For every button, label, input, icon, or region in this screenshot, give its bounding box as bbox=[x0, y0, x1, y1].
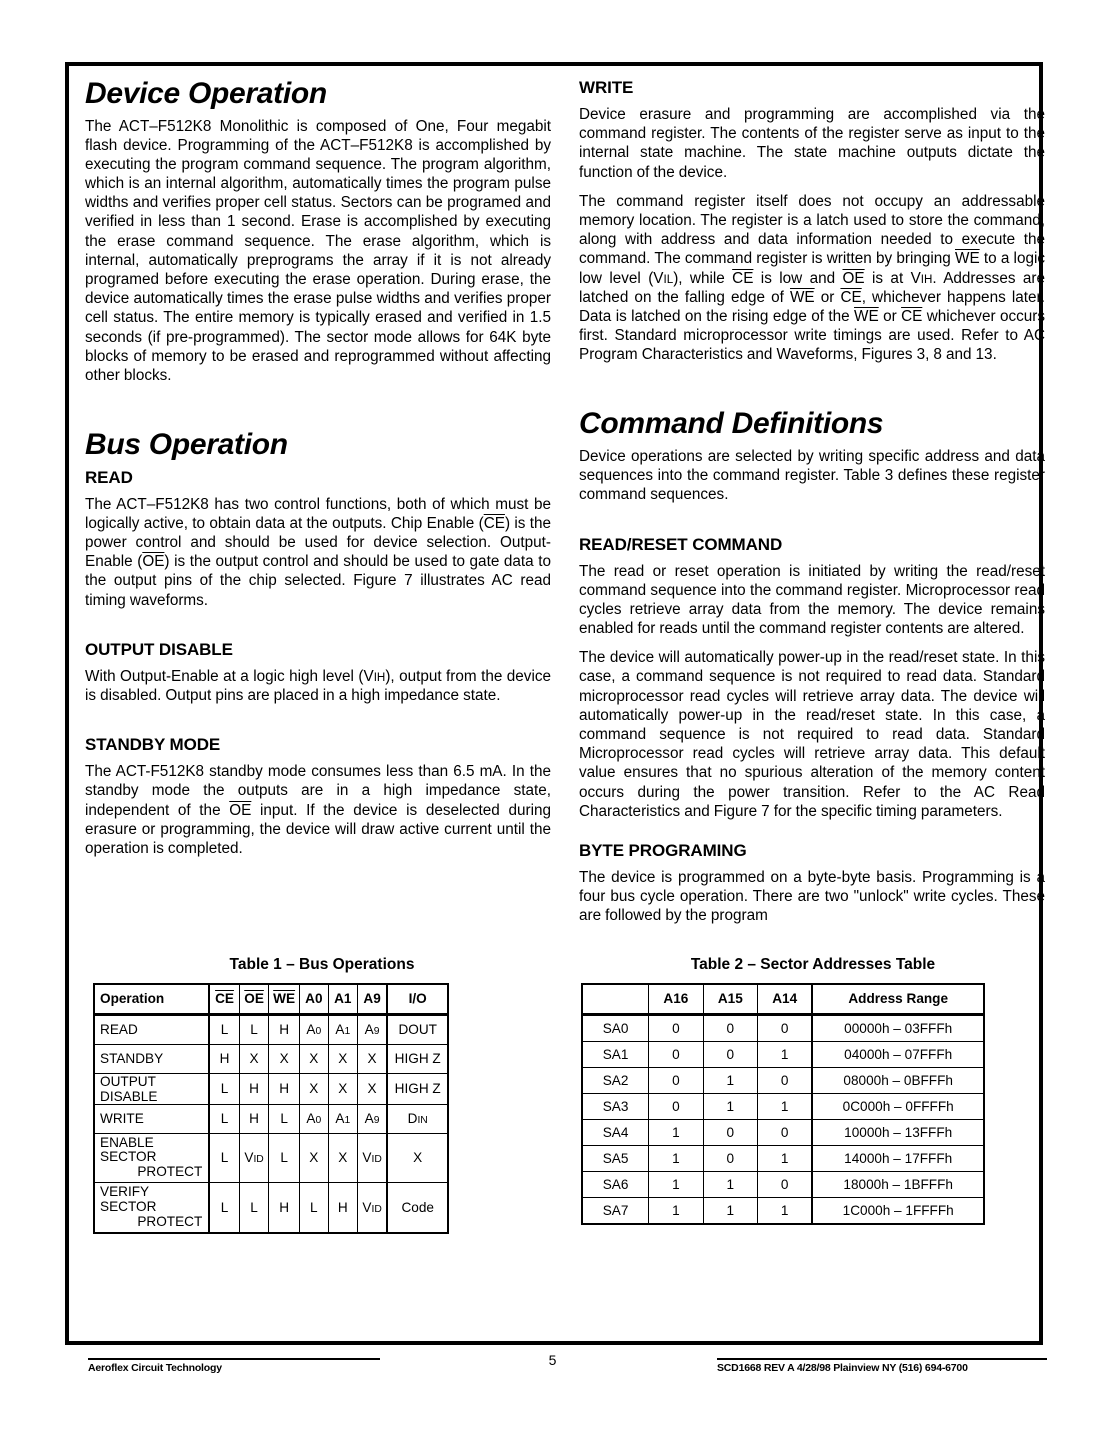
write-text-e: is at V bbox=[864, 269, 921, 287]
cell: A0 bbox=[299, 1014, 328, 1044]
left-column bbox=[85, 78, 551, 926]
table-row bbox=[582, 1067, 984, 1093]
cell: H bbox=[269, 1073, 299, 1104]
standby-text-b: input. If the device is deselected during erasure or programming, the device will draw active current until the operation is completed. bbox=[85, 801, 552, 857]
table1-op-write: WRITE bbox=[94, 1104, 209, 1133]
footer-right-rule bbox=[717, 1358, 1047, 1360]
cell: 1C000h – 1FFFFh bbox=[812, 1197, 984, 1224]
cell: L bbox=[209, 1104, 239, 1133]
cell: X bbox=[357, 1044, 387, 1073]
paragraph-device-operation: The ACT–F512K8 Monolithic is composed of One, Four megabit flash device. Programming of the ACT–F512K8 is accomplished by executing the program command sequence. The program algorithm, which is an internal algorithm, automatically times the program pulse widths and verifies proper cell status. Sectors can be programed and verified in less than 1 second. Erase is accomplished by executing the erase command sequence. The erase algorithm, which is internal, automatically preprograms the array if it is not already programed before executing the erase operation. During erase, the device automatically times the erase pulse widths and verifies proper cell status. The entire memory is typically erased and verified in 1.5 seconds (if pre-programmed). The sector mode allows for 64K byte blocks of memory to be erased and reprogrammed without affecting other blocks. bbox=[85, 117, 551, 384]
table1-header-a0: A0 bbox=[299, 984, 328, 1015]
cell: DIN bbox=[387, 1104, 448, 1133]
paragraph-read-reset-1: The read or reset operation is initiated by writing the read/reset command sequence into the command register. Microprocessor read cycles retrieve array data from the memory. The device remains enabled for reads until the command register contents are altered. bbox=[579, 562, 1045, 638]
cell: 1 bbox=[703, 1067, 757, 1093]
cell: HIGH Z bbox=[387, 1073, 448, 1104]
cell: L bbox=[239, 1183, 269, 1233]
paragraph-write-1: Device erasure and programming are accomplished via the command register. The contents of the register serve as input to the internal state machine. The state machine outputs dictate the function of the device. bbox=[579, 106, 1045, 181]
output-disable-text-b: ), output from the device is disabled. Output pins are placed in a high impedance state. bbox=[85, 667, 551, 704]
cell: X bbox=[299, 1133, 328, 1183]
cell: 1 bbox=[703, 1171, 757, 1197]
vil-subscript: IL bbox=[663, 272, 674, 286]
cell: 04000h – 07FFFh bbox=[812, 1041, 984, 1067]
table2-caption: Table 2 – Sector Addresses Table bbox=[690, 955, 936, 973]
write-text-b: to a logic low level (V bbox=[579, 250, 1045, 287]
ce-overline-4: $\overline{CE}$ bbox=[901, 307, 923, 325]
we-overline-2: $\overline{WE}$ bbox=[789, 288, 815, 306]
table1-header-io: I/O bbox=[387, 984, 448, 1015]
table1-wrap bbox=[93, 956, 551, 1235]
oe-overline-3: $\overline{OE}$ bbox=[842, 269, 865, 287]
two-column-body bbox=[85, 78, 1045, 926]
footer-company-name: Aeroflex Circuit Technology bbox=[88, 1362, 222, 1374]
cell: X bbox=[328, 1044, 357, 1073]
table2-sector-sa0: SA0 bbox=[582, 1014, 649, 1041]
table1-column bbox=[85, 956, 551, 1235]
heading-write: WRITE bbox=[579, 78, 634, 97]
table1-op-standby: STANDBY bbox=[94, 1044, 209, 1073]
vih-subscript-1: IH bbox=[373, 670, 386, 684]
cell: H bbox=[269, 1183, 299, 1233]
page-content bbox=[85, 78, 1045, 1333]
vih-subscript-2: IH bbox=[920, 272, 933, 286]
table2-sector-sa6: SA6 bbox=[582, 1171, 649, 1197]
table1-header-we: $\overline{WE}$ bbox=[269, 984, 299, 1015]
cell: 0 bbox=[703, 1119, 757, 1145]
cell: 0 bbox=[703, 1145, 757, 1171]
cell: 14000h – 17FFFh bbox=[812, 1145, 984, 1171]
cell: L bbox=[269, 1104, 299, 1133]
table1-op-verify-sector-protect: VERIFY SECTOR PROTECT bbox=[94, 1183, 209, 1233]
table1-header-row bbox=[94, 984, 448, 1015]
table2-header-a15: A15 bbox=[703, 984, 757, 1015]
cell: A1 bbox=[328, 1014, 357, 1044]
read-text-c: ) is the output control and should be used to gate data to the output pins of the chip selected. Figure 7 illustrates AC read timing waveforms. bbox=[85, 553, 552, 609]
table1-header-ce: $\overline{CE}$ bbox=[209, 984, 239, 1015]
cell: Code bbox=[387, 1183, 448, 1233]
cell: VID bbox=[239, 1133, 269, 1183]
table2-header-a16: A16 bbox=[649, 984, 703, 1015]
write-text-c: ), while bbox=[673, 269, 733, 287]
footer-right bbox=[717, 1358, 1047, 1374]
cell: X bbox=[328, 1073, 357, 1104]
cell: 1 bbox=[757, 1041, 812, 1067]
footer-doc-info: SCD1668 REV A 4/28/98 Plainview NY (516) 694-6700 bbox=[717, 1362, 968, 1374]
paragraph-standby-mode bbox=[85, 762, 551, 858]
cell: 1 bbox=[757, 1145, 812, 1171]
table-row bbox=[582, 1093, 984, 1119]
oe-overline-1: $\overline{OE}$ bbox=[142, 553, 165, 571]
table2-sector-sa3: SA3 bbox=[582, 1093, 649, 1119]
table-row bbox=[94, 1044, 448, 1073]
cell: 0 bbox=[649, 1093, 703, 1119]
we-overline-3: $\overline{WE}$ bbox=[854, 307, 879, 325]
footer-left bbox=[88, 1358, 388, 1374]
cell: A9 bbox=[357, 1104, 387, 1133]
table2-sector-sa4: SA4 bbox=[582, 1119, 649, 1145]
read-text-b: ) is the power control and should be used for device selection. Output-Enable ( bbox=[85, 514, 551, 571]
write-text-g: or bbox=[814, 288, 841, 306]
cell: L bbox=[209, 1133, 239, 1183]
table-row bbox=[582, 1171, 984, 1197]
cell: L bbox=[269, 1133, 299, 1183]
ce-overline-2: $\overline{CE}$ bbox=[732, 269, 754, 287]
cell: X bbox=[239, 1044, 269, 1073]
cell: X bbox=[299, 1044, 328, 1073]
cell: X bbox=[357, 1073, 387, 1104]
paragraph-output-disable bbox=[85, 667, 551, 705]
paragraph-byte-programing: The device is programmed on a byte-byte basis. Programming is a four bus cycle operation. There are two "unlock" write cycles. These are followed by the program bbox=[579, 868, 1045, 925]
table2-header-blank bbox=[582, 984, 649, 1015]
cell: 0 bbox=[757, 1014, 812, 1041]
cell: H bbox=[239, 1073, 269, 1104]
table-row bbox=[94, 1073, 448, 1104]
cell: X bbox=[269, 1044, 299, 1073]
cell: 1 bbox=[649, 1119, 703, 1145]
heading-command-definitions: Command Definitions bbox=[579, 407, 884, 441]
write-text-d: is low and bbox=[753, 269, 843, 287]
write-text-i: or bbox=[878, 307, 902, 325]
cell: L bbox=[239, 1014, 269, 1044]
table-row bbox=[582, 1041, 984, 1067]
paragraph-command-definitions: Device operations are selected by writing specific address and data sequences into the command register. Table 3 defines these register command sequences. bbox=[579, 447, 1045, 504]
standby-text-a: The ACT-F512K8 standby mode consumes less than 6.5 mA. In the standby mode the outputs are in a high impedance state, independent of the bbox=[85, 763, 551, 819]
table-row bbox=[94, 1104, 448, 1133]
cell: 18000h – 1BFFFh bbox=[812, 1171, 984, 1197]
cell: 0C000h – 0FFFFh bbox=[812, 1093, 984, 1119]
read-text-a: The ACT–F512K8 has two control functions, both of which must be logically active, to obtain data at the outputs. Chip Enable ( bbox=[85, 495, 551, 532]
table-row bbox=[582, 1014, 984, 1041]
table1-header-oe: $\overline{OE}$ bbox=[239, 984, 269, 1015]
table2-sector-sa7: SA7 bbox=[582, 1197, 649, 1224]
table1-header-a9: A9 bbox=[357, 984, 387, 1015]
cell: X bbox=[387, 1133, 448, 1183]
cell: 10000h – 13FFFh bbox=[812, 1119, 984, 1145]
cell: 0 bbox=[649, 1067, 703, 1093]
ce-overline-3: $\overline{CE}$ bbox=[840, 288, 862, 306]
table2-sector-sa1: SA1 bbox=[582, 1041, 649, 1067]
footer-left-rule bbox=[88, 1358, 380, 1360]
cell: 1 bbox=[703, 1093, 757, 1119]
cell: H bbox=[209, 1044, 239, 1073]
heading-read: READ bbox=[85, 467, 133, 487]
cell: VID bbox=[357, 1133, 387, 1183]
cell: L bbox=[209, 1014, 239, 1044]
table-row bbox=[582, 1145, 984, 1171]
table-row bbox=[582, 1119, 984, 1145]
cell: DOUT bbox=[387, 1014, 448, 1044]
table2-wrap bbox=[581, 956, 1045, 1225]
cell: 0 bbox=[757, 1067, 812, 1093]
heading-byte-programing: BYTE PROGRAMING bbox=[579, 840, 747, 860]
paragraph-read bbox=[85, 495, 551, 610]
table1-op-read: READ bbox=[94, 1014, 209, 1044]
table1-header-operation: Operation bbox=[94, 984, 209, 1015]
write-text-j: whichever occurs first. Standard microprocessor write timings are used. Refer to AC Program Characteristics and Waveforms, Figures 3, 8 and 13. bbox=[579, 307, 1045, 364]
table2-header-a14: A14 bbox=[757, 984, 812, 1015]
output-disable-text-a: With Output-Enable at a logic high level (V bbox=[85, 667, 374, 685]
table2-column bbox=[579, 956, 1045, 1235]
cell: A1 bbox=[328, 1104, 357, 1133]
table1-op-output-disable: OUTPUT DISABLE bbox=[94, 1073, 209, 1104]
heading-read-reset-command: READ/RESET COMMAND bbox=[579, 534, 783, 554]
cell: 0 bbox=[757, 1171, 812, 1197]
write-text-a: The command register itself does not occupy an addressable memory location. The register is a latch used to store the command, along with address and data information needed to execute the command. The command register is written by bringing bbox=[579, 192, 1045, 268]
table1-caption: Table 1 – Bus Operations bbox=[229, 955, 415, 973]
cell: X bbox=[328, 1133, 357, 1183]
table1-op-enable-sector-protect: ENABLE SECTOR PROTECT bbox=[94, 1133, 209, 1183]
cell: 0 bbox=[649, 1014, 703, 1041]
table-sector-addresses bbox=[581, 983, 985, 1225]
paragraph-read-reset-2: The device will automatically power-up in the read/reset state. In this case, a command sequence is not required to read data. Standard microprocessor read cycles will retrieve array data. The device will automatically power-up in the read/reset state. In this case, a command sequence is not required to read data. Standard Microprocessor read cycles will retrieve array data. This default value ensures that no spurious alteration of the memory content occurs during the power transition. Refer to the AC Read Characteristics and Figure 7 for the specific timing parameters. bbox=[579, 649, 1045, 820]
ce-overline-1: $\overline{CE}$ bbox=[483, 514, 505, 532]
cell: 1 bbox=[757, 1093, 812, 1119]
cell: X bbox=[299, 1073, 328, 1104]
cell: 0 bbox=[649, 1041, 703, 1067]
page-footer bbox=[0, 1352, 1105, 1392]
cell: HIGH Z bbox=[387, 1044, 448, 1073]
heading-bus-operation: Bus Operation bbox=[85, 428, 288, 462]
table2-header-address-range: Address Range bbox=[812, 984, 984, 1015]
cell: L bbox=[299, 1183, 328, 1233]
cell: H bbox=[269, 1014, 299, 1044]
table-row bbox=[94, 1183, 448, 1233]
cell: 0 bbox=[703, 1041, 757, 1067]
cell: L bbox=[209, 1183, 239, 1233]
tables-row bbox=[85, 956, 1045, 1235]
write-text-h: , whichever happens later. Data is latched on the rising edge of the bbox=[579, 288, 1045, 325]
cell: 1 bbox=[649, 1197, 703, 1224]
cell: 1 bbox=[757, 1197, 812, 1224]
cell: 1 bbox=[649, 1145, 703, 1171]
table-row bbox=[94, 1014, 448, 1044]
cell: A0 bbox=[299, 1104, 328, 1133]
table-row bbox=[94, 1133, 448, 1183]
table2-sector-sa2: SA2 bbox=[582, 1067, 649, 1093]
table-bus-operations bbox=[93, 983, 449, 1235]
we-overline-1: $\overline{WE}$ bbox=[955, 250, 980, 268]
paragraph-write-2 bbox=[579, 192, 1045, 365]
table-row bbox=[582, 1197, 984, 1224]
cell: A9 bbox=[357, 1014, 387, 1044]
table1-header-a1: A1 bbox=[328, 984, 357, 1015]
cell: 00000h – 03FFFh bbox=[812, 1014, 984, 1041]
cell: 1 bbox=[649, 1171, 703, 1197]
cell: 1 bbox=[703, 1197, 757, 1224]
oe-overline-2: $\overline{OE}$ bbox=[229, 801, 252, 819]
cell: L bbox=[209, 1073, 239, 1104]
heading-standby-mode: STANDBY MODE bbox=[85, 735, 221, 755]
heading-device-operation: Device Operation bbox=[85, 77, 327, 110]
heading-output-disable: OUTPUT DISABLE bbox=[85, 639, 233, 659]
cell: VID bbox=[357, 1183, 387, 1233]
cell: 08000h – 0BFFFh bbox=[812, 1067, 984, 1093]
footer-page-number: 5 bbox=[548, 1352, 557, 1368]
cell: H bbox=[239, 1104, 269, 1133]
cell: 0 bbox=[703, 1014, 757, 1041]
right-column bbox=[579, 78, 1045, 926]
table2-sector-sa5: SA5 bbox=[582, 1145, 649, 1171]
write-text-f: . Addresses are latched on the falling edge of bbox=[579, 269, 1045, 306]
cell: H bbox=[328, 1183, 357, 1233]
cell: 0 bbox=[757, 1119, 812, 1145]
table2-header-row bbox=[582, 984, 984, 1015]
